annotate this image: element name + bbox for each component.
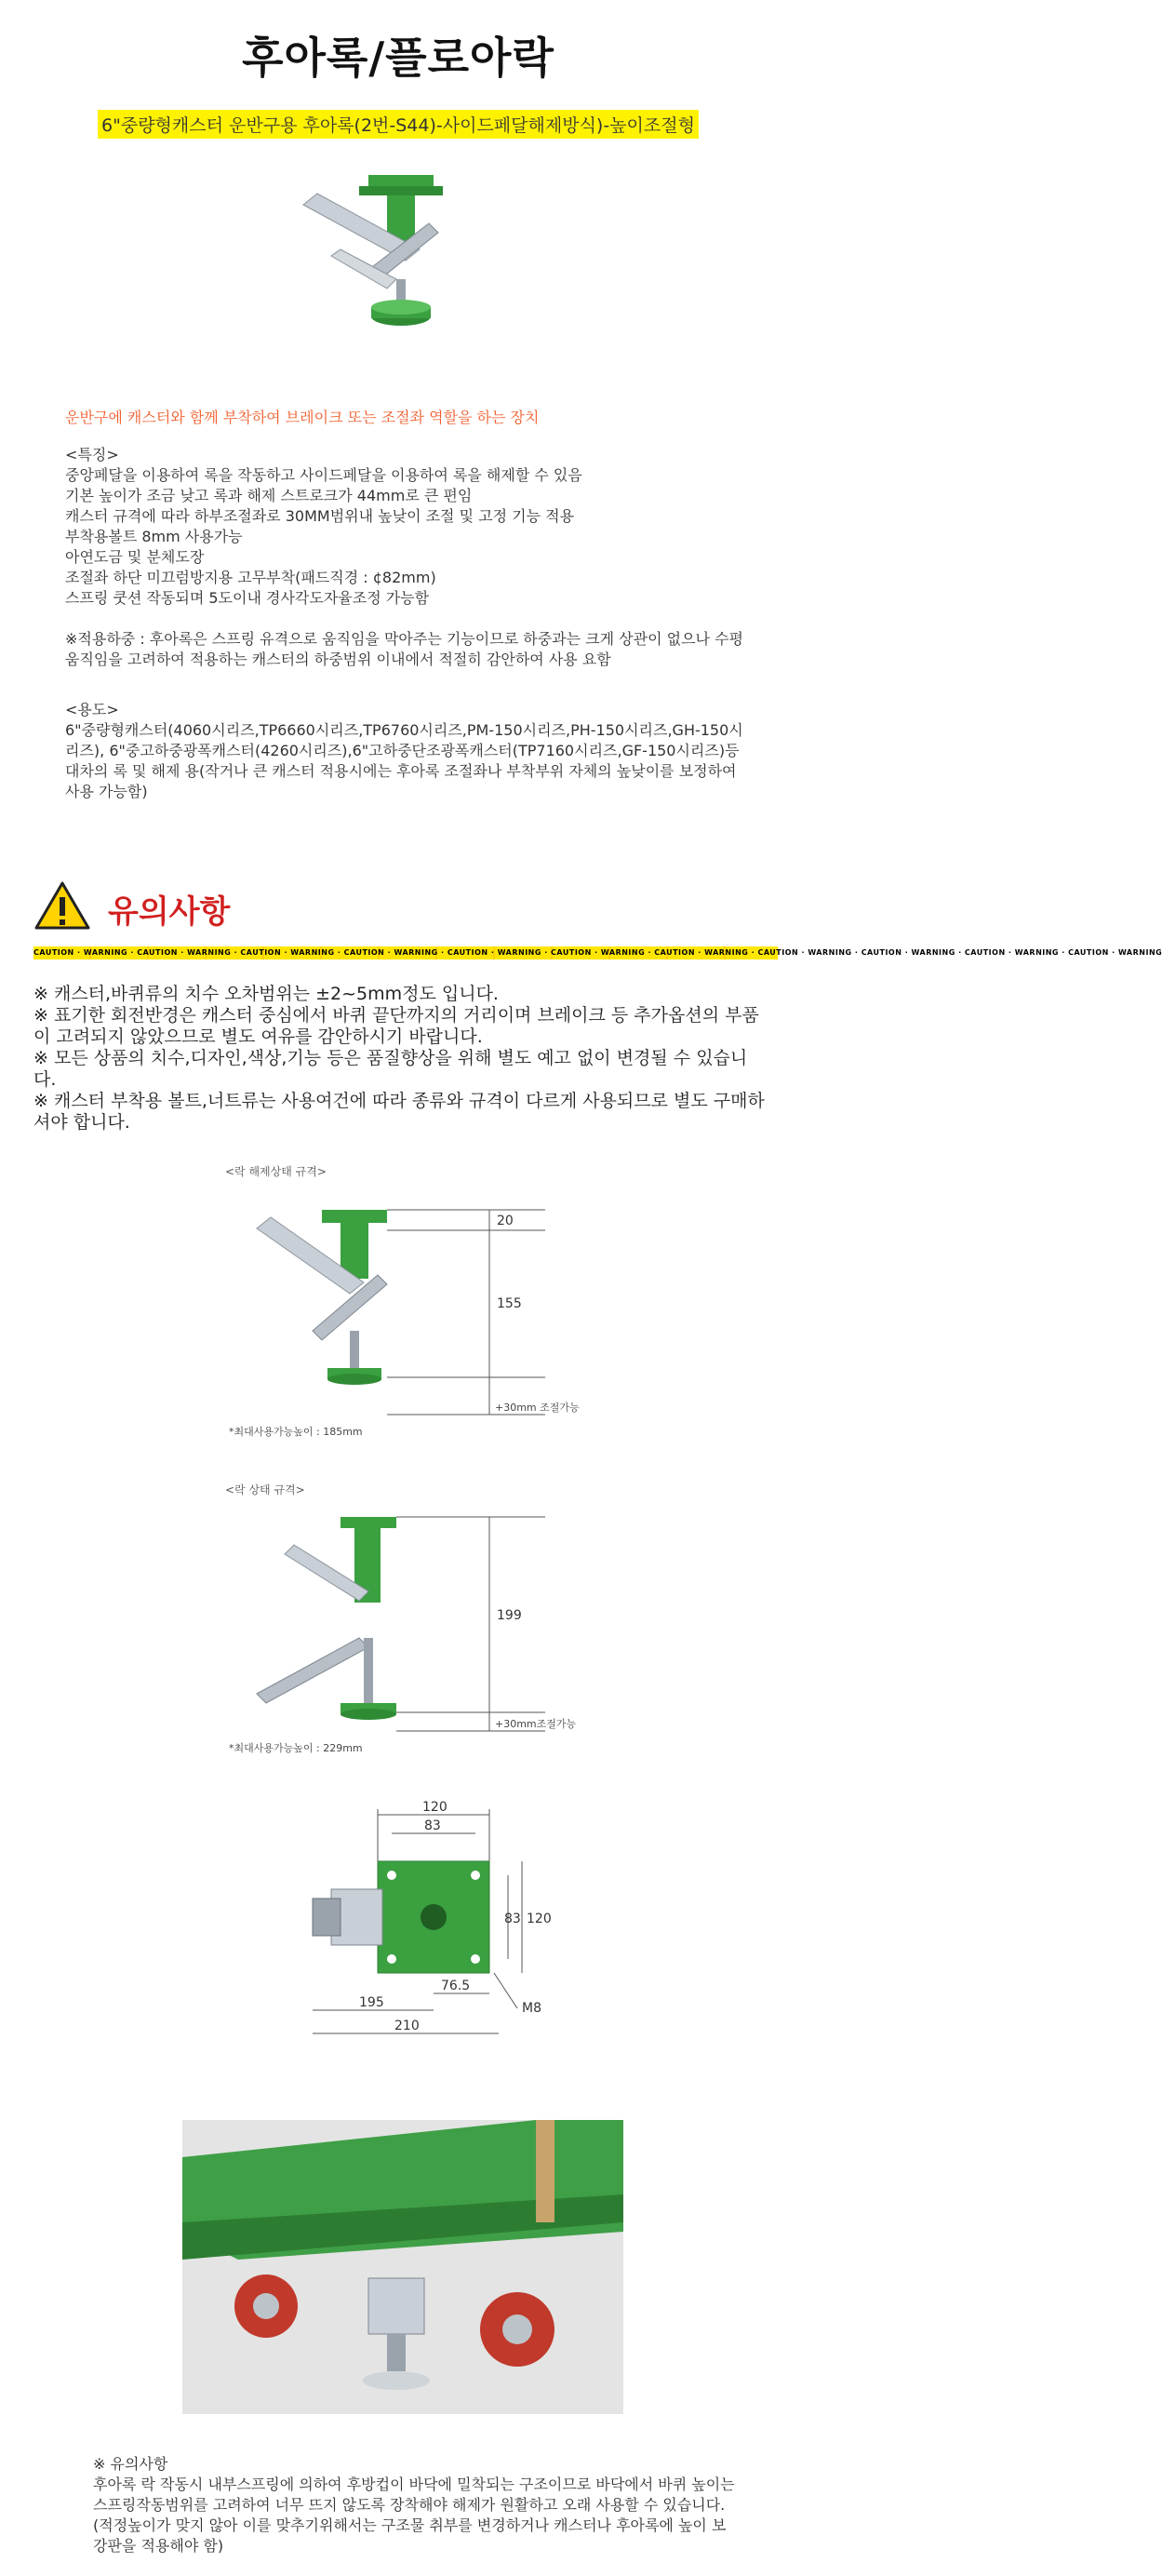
feature-line: 중앙페달을 이용하여 록을 작동하고 사이드페달을 이용하여 록을 해제할 수 있음 [65,466,582,484]
caution-strip [33,946,1162,959]
dim-plate-width: 120 [422,1800,447,1815]
dim-hole-width: 83 [424,1818,441,1833]
warning-triangle-icon [33,880,91,931]
applicable-load-note: ※적용하중 : 후아록은 스프링 유격으로 움직임을 막아주는 기능이므로 하중과는 크게 상관이 없으나 수평움직임을 고려하여 적용하는 캐스터의 하중범위 이내에서 적절히 감안하여 사용 요함 [65,630,743,668]
dim-offset: 76.5 [441,1979,471,1993]
bolt-spec: M8 [522,2001,541,2016]
warning-note: ※ 캐스터 부착용 볼트,너트류는 사용여건에 따라 종류와 규격이 다르게 사용되므로 별도 구매하셔야 합니다. [33,1091,765,1133]
footer-heading: ※ 유의사항 [93,2455,168,2473]
diagram-plate-dimensions [238,1796,592,2057]
dim-hole-height: 83 [504,1912,521,1926]
dim-height: 199 [497,1608,522,1623]
intro-description: 운반구에 캐스터와 함께 부착하여 브레이크 또는 조절좌 역할을 하는 장치 [65,409,540,426]
dim-top: 20 [497,1214,514,1228]
max-height-note: *최대사용가능높이 : 229mm [229,1742,363,1754]
usage-section [65,700,754,802]
warning-note: ※ 모든 상품의 치수,디자인,색상,기능 등은 품질향상을 위해 별도 예고 없이 변경될 수 있습니다. [33,1048,748,1090]
dim-adjust: +30mm 조절가능 [495,1402,580,1414]
diagram-release-caption: <락 해제상태 규격> [225,1165,327,1178]
dim-plate-height: 120 [527,1912,552,1926]
caution-strip-text: CAUTION · WARNING · CAUTION · WARNING · CAUTION · WARNING · CAUTION · WARNING · CAUTION · WARNING · CAUTION · WARNING · CAUTION · WARNING · CAUTION · WARNING · CAUTION · WARNING · CAUTION · WARNING · CAUTION · WARNING [33,948,1162,957]
features-heading: <특징> [65,446,119,463]
feature-line: 부착용볼트 8mm 사용가능 [65,528,243,545]
feature-line: 기본 높이가 조금 낮고 록과 해제 스트로크가 44mm로 큰 편임 [65,487,473,504]
dim-adjust: +30mm조절가능 [495,1718,577,1730]
diagram-release-state [220,1191,592,1452]
diagram-lock-state [220,1508,592,1768]
warning-note: ※ 표기한 회전반경은 캐스터 중심에서 바퀴 끝단까지의 거리이며 브레이크 등 추가옵션의 부품이 고려되지 않았으므로 별도 여유를 감안하시기 바랍니다. [33,1005,759,1047]
feature-line: 조절좌 하단 미끄럼방지용 고무부착(패드직경 : ¢82mm) [65,569,436,586]
dim-length2: 210 [394,2019,420,2033]
footer-note [93,2454,740,2556]
warning-notes [33,984,768,1134]
feature-line: 캐스터 규격에 따라 하부조절좌로 30MM범위내 높낮이 조절 및 고정 기능 적용 [65,507,575,525]
diagram-lock-caption: <락 상태 규격> [225,1483,305,1496]
usage-heading: <용도> [65,701,119,718]
feature-line: 스프링 쿳션 작동되며 5도이내 경사각도자율조정 가능함 [65,589,430,607]
warning-note: ※ 캐스터,바퀴류의 치수 오차범위는 ±2~5mm정도 입니다. [33,984,499,1004]
page-title: 후아록/플로아락 [242,33,554,83]
cart-installation-photo [182,2120,623,2414]
features-section [65,445,754,609]
product-subtitle-row [0,110,796,139]
warning-title: 유의사항 [108,893,231,931]
product-image-floor-lock [266,168,527,354]
product-subtitle: 6"중량형캐스터 운반구용 후아록(2번-S44)-사이드페달해제방식)-높이조절형 [98,110,699,139]
dim-height: 155 [497,1296,522,1311]
feature-line: 아연도금 및 분체도장 [65,548,205,566]
max-height-note: *최대사용가능높이 : 185mm [229,1426,363,1438]
footer-text: 후아록 락 작동시 내부스프링에 의하여 후방컵이 바닥에 밀착되는 구조이므로 바닥에서 바퀴 높이는 스프링작동범위를 고려하여 너무 뜨지 않도록 장착해야 해제가 원활하고 오래 사용할 수 있습니다. (적정높이가 맞지 않아 이를 맞추기위해서는 구조물 취부를 변경하거나 캐스터나 후아록에 높이 보강판을 적용해야 함) [93,2475,740,2555]
usage-text: 6"중량형캐스터(4060시리즈,TP6660시리즈,TP6760시리즈,PM-150시리즈,PH-150시리즈,GH-150시리즈), 6"중고하중광폭캐스터(4260시리즈),6"고하중단조광폭캐스터(TP7160시리즈,GF-150시리즈)등 대차의 록 및 해제 용(작거나 큰 캐스터 적용시에는 후아록 조절좌나 부착부위 자체의 높낮이를 보정하여 사용 가능함) [65,721,744,800]
dim-length1: 195 [359,1995,384,2010]
